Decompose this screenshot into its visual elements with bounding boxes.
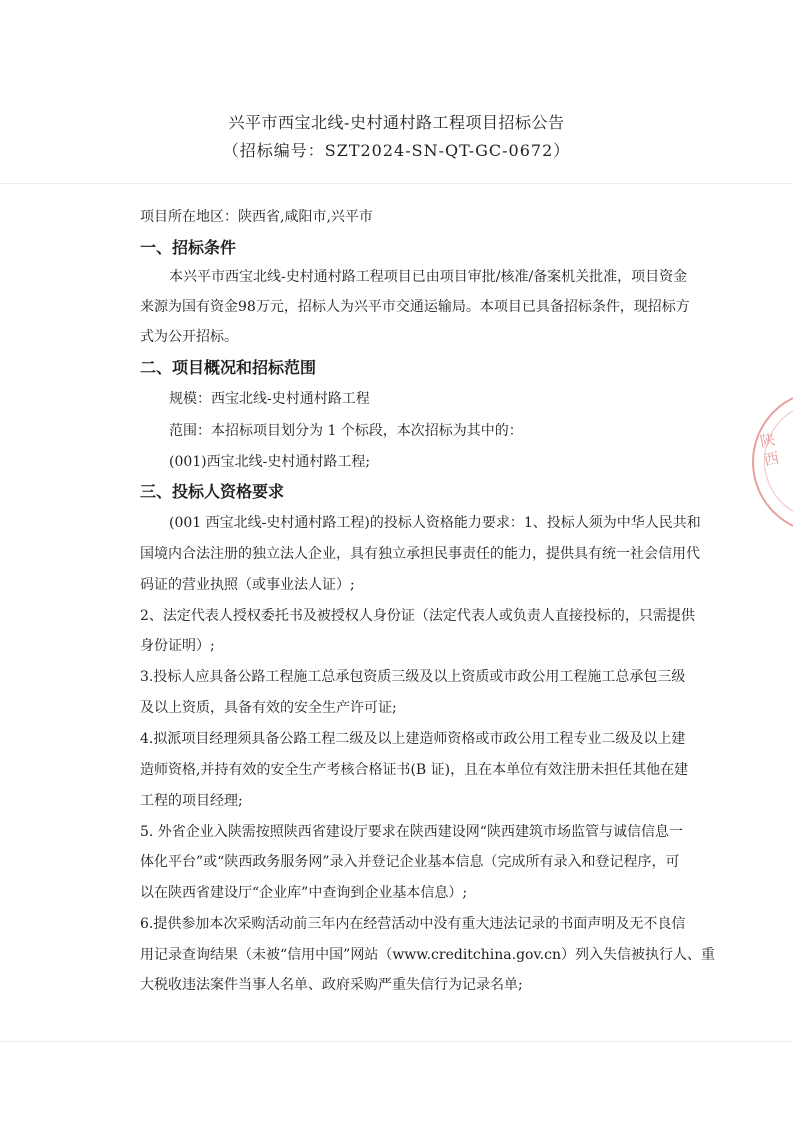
paragraph-line: 5. 外省企业入陕需按照陕西省建设厅要求在陕西建设网“陕西建筑市场监管与诚信信息一 <box>140 824 683 840</box>
section-heading-project-overview: 二、项目概况和招标范围 <box>140 358 317 377</box>
paragraph-line: 以在陕西省建设厅“企业库”中查询到企业基本信息）; <box>140 885 468 901</box>
tender-number: （招标编号：SZT2024-SN-QT-GC-0672） <box>222 141 571 160</box>
project-region: 项目所在地区：陕西省,咸阳市,兴平市 <box>140 209 373 225</box>
scan-artifact-line <box>0 183 793 184</box>
project-scale: 规模：西宝北线-史村通村路工程 <box>169 391 370 407</box>
paragraph-line: (001 西宝北线-史村通村路工程)的投标人资格能力要求：1、投标人须为中华人民共和 <box>169 515 701 531</box>
section-heading-tender-conditions: 一、招标条件 <box>140 238 237 257</box>
paragraph-line: 身份证明）; <box>140 638 215 654</box>
document-title: 兴平市西宝北线-史村通村路工程项目招标公告 <box>228 113 565 132</box>
official-seal-text: 陕西 <box>758 430 781 470</box>
paragraph-line: 本兴平市西宝北线-史村通村路工程项目已由项目审批/核准/备案机关批准，项目资金 <box>169 269 688 285</box>
project-scope: 范围：本招标项目划分为 1 个标段，本次招标为其中的： <box>169 423 523 439</box>
paragraph-line: 2、法定代表人授权委托书及被授权人身份证（法定代表人或负责人直接投标的，只需提供 <box>140 608 695 624</box>
paragraph-line: 3.投标人应具备公路工程施工总承包资质三级及以上资质或市政公用工程施工总承包三级 <box>140 669 686 685</box>
paragraph-line: 码证的营业执照（或事业法人证）; <box>140 577 355 593</box>
paragraph-line: 及以上资质，具备有效的安全生产许可证; <box>140 700 397 716</box>
paragraph-line: 造师资格,并持有效的安全生产考核合格证书(B 证)，且在本单位有效注册未担任其他在建 <box>140 762 689 778</box>
paragraph-line: 用记录查询结果（未被“信用中国”网站（www.creditchina.gov.cn）列入失信被执行人、重 <box>140 947 716 963</box>
paragraph-line: 6.提供参加本次采购活动前三年内在经营活动中没有重大违法记录的书面声明及无不良信 <box>140 916 686 932</box>
project-lot: (001)西宝北线-史村通村路工程; <box>169 454 371 470</box>
paragraph-line: 工程的项目经理; <box>140 793 243 809</box>
section-heading-bidder-qualifications: 三、投标人资格要求 <box>140 482 285 501</box>
paragraph-line: 国境内合法注册的独立法人企业，具有独立承担民事责任的能力，提供具有统一社会信用代 <box>140 546 700 562</box>
paragraph-line: 大税收违法案件当事人名单、政府采购严重失信行为记录名单; <box>140 977 523 993</box>
paragraph-line: 体化平台”或“陕西政务服务网”录入并登记企业基本信息（完成所有录入和登记程序，可 <box>140 854 680 870</box>
scan-artifact-line <box>0 1041 793 1042</box>
paragraph-line: 来源为国有资金98万元，招标人为兴平市交通运输局。本项目已具备招标条件，现招标方 <box>140 299 690 315</box>
paragraph-line: 4.拟派项目经理须具备公路工程二级及以上建造师资格或市政公用工程专业二级及以上建 <box>140 731 686 747</box>
paragraph-line: 式为公开招标。 <box>140 329 238 345</box>
